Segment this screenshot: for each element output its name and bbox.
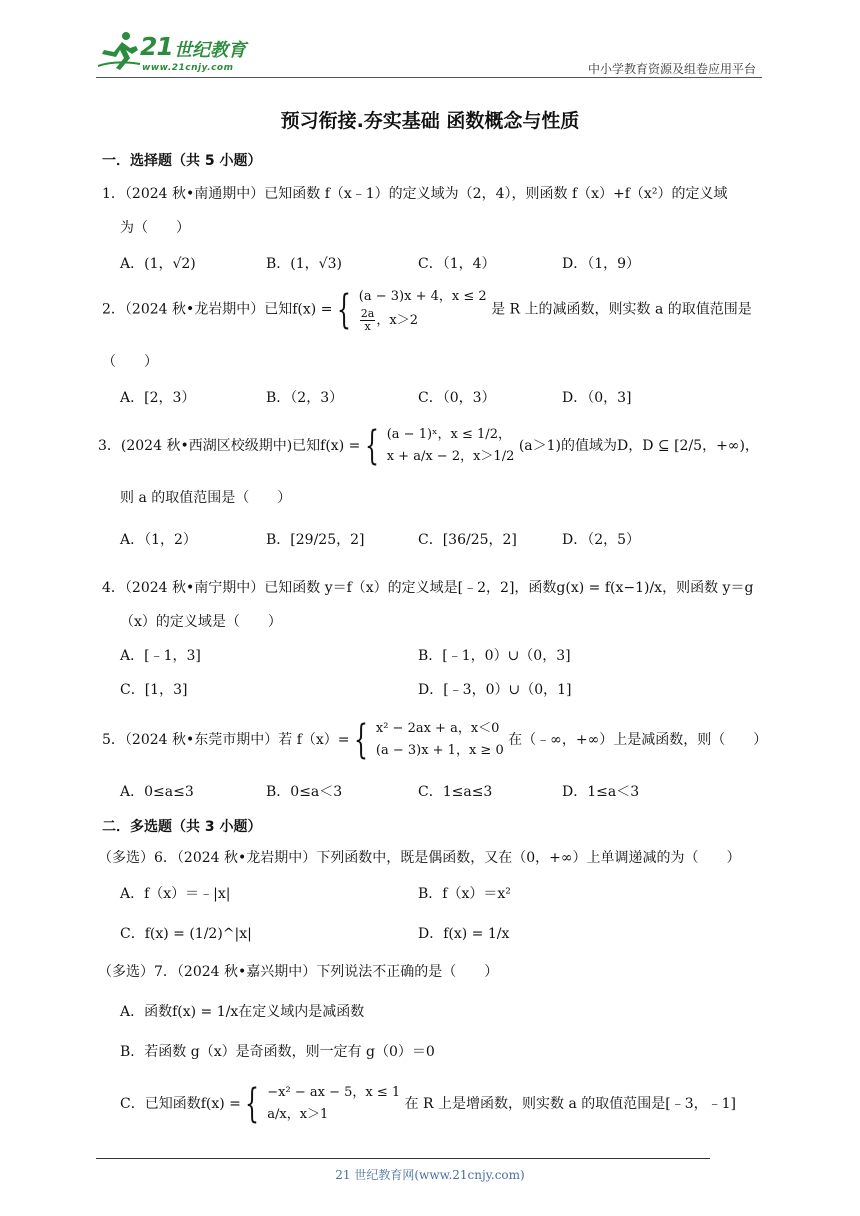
q5-option-a: A．0≤a≤3: [120, 784, 194, 800]
q1-option-c: C．（1，4）: [418, 256, 496, 272]
question-1-text-cont: 为（ ）: [120, 220, 190, 236]
site-logo: [96, 30, 266, 76]
q2-option-a: A．[2，3）: [120, 390, 196, 406]
q4-option-c: C．[1，3]: [120, 682, 188, 698]
q2-suffix: 是 R 上的减函数，则实数 a 的取值范围是: [491, 301, 752, 318]
brace-icon: {: [364, 423, 379, 469]
question-3-text: [98, 424, 759, 468]
q5-row-2: (a − 3)x + 1，x ≥ 0: [375, 743, 504, 758]
q5-suffix: 在（﹣∞，+∞）上是减函数，则（ ）: [508, 732, 768, 748]
running-man-icon: [96, 30, 142, 74]
question-3-text-cont: 则 a 的取值范围是（ ）: [120, 490, 292, 506]
q1-option-d: D．（1，9）: [562, 256, 641, 272]
q2-row-1: (a − 3)x + 4，x ≤ 2: [358, 289, 487, 304]
q6-option-a: A．f（x）＝﹣|x|: [120, 886, 231, 902]
q4-option-a: A．[﹣1，3]: [120, 648, 201, 664]
q2-prefix: 2．（2024 秋•龙岩期中）已知f(x) =: [102, 301, 333, 318]
footer-divider: [96, 1158, 710, 1159]
page-footer: 21 世纪教育网(www.21cnjy.com): [335, 1168, 525, 1182]
q5-option-d: D．1≤a＜3: [562, 784, 640, 800]
q3-row-1: (a − 1)ˣ，x ≤ 1/2，: [386, 427, 511, 442]
q6-option-d: D．f(x) = 1/x: [418, 926, 510, 942]
logo-number: 21: [140, 32, 173, 61]
q3-prefix: 3．(2024 秋•西湖区校级期中)已知f(x) =: [98, 438, 361, 454]
q2-option-d: D．（0，3]: [562, 390, 632, 406]
question-1-text: 1．（2024 秋•南通期中）已知函数 f（x﹣1）的定义域为（2，4），则函数 f（x）+f（x²）的定义域: [102, 186, 728, 202]
q7-c-prefix: C．已知函数f(x) =: [120, 1096, 241, 1112]
logo-text: 世纪教育: [174, 40, 246, 61]
q7-c-suffix: 在 R 上是增函数，则实数 a 的取值范围是[﹣3，﹣1]: [404, 1096, 737, 1112]
q4-option-b: B．[﹣1，0）∪（0，3]: [418, 648, 571, 664]
header-divider: [96, 77, 762, 78]
brace-icon: {: [245, 1081, 260, 1127]
q3-suffix: (a＞1)的值域为D，D ⊆ [2/5，+∞)，: [518, 438, 759, 454]
platform-name: 中小学教育资源及组卷应用平台: [587, 62, 756, 76]
q2-frac-den: x: [364, 320, 371, 333]
q3-option-c: C．[36/25，2]: [418, 532, 517, 548]
logo-url: www.21cnjy.com: [142, 63, 234, 73]
q7-option-c: [120, 1082, 736, 1126]
q1-option-a: A．(1，√2): [120, 256, 196, 272]
q3-option-b: B．[29/25，2]: [266, 532, 365, 548]
q7-c-piecewise: [245, 1082, 400, 1126]
question-4-text: 4．（2024 秋•南宁期中）已知函数 y＝f（x）的定义域是[﹣2，2]，函数g(x) = f(x−1)/x，则函数 y＝g: [102, 580, 754, 596]
question-5-text: [102, 718, 767, 762]
q4-option-d: D．[﹣3，0）∪（0，1]: [418, 682, 572, 698]
q3-option-a: A．（1，2）: [120, 532, 197, 548]
q3-piecewise: [365, 424, 515, 468]
q2-option-b: B．（2，3）: [266, 390, 344, 406]
q1-option-b: B．(1，√3): [266, 256, 342, 272]
q7-option-a: A．函数f(x) = 1/x在定义域内是减函数: [120, 1004, 365, 1020]
question-7-text: （多选）7．（2024 秋•嘉兴期中）下列说法不正确的是（ ）: [98, 964, 499, 980]
q2-option-c: C．（0，3）: [418, 390, 496, 406]
q5-prefix: 5．（2024 秋•东莞市期中）若 f（x）=: [102, 732, 350, 748]
q5-row-1: x² − 2ax + a，x＜0: [375, 721, 500, 736]
q6-option-b: B．f（x）＝x²: [418, 886, 511, 902]
q5-piecewise: [354, 718, 504, 762]
page-header: [96, 30, 762, 78]
q7-c-row-2: a/x，x＞1: [267, 1107, 329, 1122]
q3-option-d: D．（2，5）: [562, 532, 641, 548]
page-title: 预习衔接.夯实基础 函数概念与性质: [280, 110, 580, 132]
brace-icon: {: [353, 717, 368, 763]
q2-piecewise: [337, 286, 487, 333]
q5-option-b: B．0≤a＜3: [266, 784, 343, 800]
question-4-text-cont: （x）的定义域是（ ）: [120, 614, 282, 630]
question-2-text: [102, 286, 752, 333]
q5-option-c: C．1≤a≤3: [418, 784, 493, 800]
question-6-text: （多选）6．（2024 秋•龙岩期中）下列函数中，既是偶函数，又在（0，+∞）上单调递减的为（ ）: [98, 850, 741, 866]
q6-option-c: C．f(x) = (1/2)^|x|: [120, 926, 252, 942]
q7-c-row-1: −x² − ax − 5，x ≤ 1: [267, 1085, 401, 1100]
q7-option-b: B．若函数 g（x）是奇函数，则一定有 g（0）＝0: [120, 1044, 435, 1060]
section-heading-single-choice: 一．选择题（共 5 小题）: [102, 153, 262, 169]
question-2-text-cont: （ ）: [102, 354, 158, 370]
q2-frac-num: 2a: [360, 307, 375, 320]
q2-row-2: ，x＞2: [376, 313, 418, 328]
section-heading-multi-choice: 二．多选题（共 3 小题）: [102, 819, 262, 835]
brace-icon: {: [336, 286, 351, 333]
q3-row-2: x + a/x − 2，x＞1/2: [386, 449, 515, 464]
